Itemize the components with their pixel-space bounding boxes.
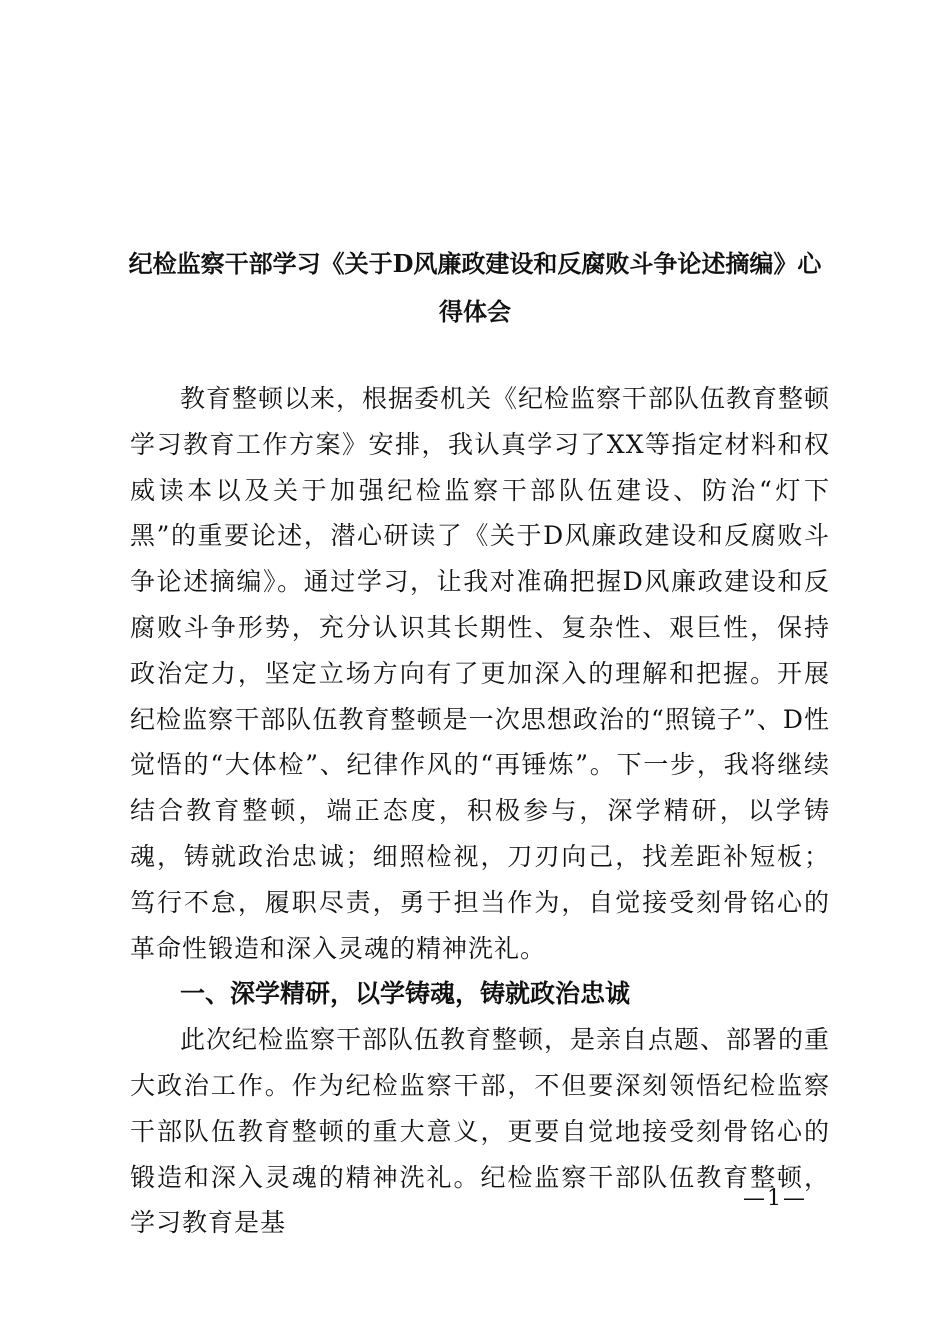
paragraph-intro: 教育整顿以来，根据委机关《纪检监察干部队伍教育整顿学习教育工作方案》安排，我认真学习了XX等指定材料和权威读本以及关于加强纪检监察干部队伍建设、防治“灯下黑”的重要论述，潜心研读了《关于D风廉政建设和反腐败斗争论述摘编》。通过学习，让我对准确把握D风廉政建设和反腐败斗争形势，充分认识其长期性、复杂性、艰巨性，保持政治定力，坚定立场方向有了更加深入的理解和把握。开展纪检监察干部队伍教育整顿是一次思想政治的“照镜子”、D性觉悟的“大体检”、纪律作风的“再锤炼”。下一步，我将继续结合教育整顿，端正态度，积极参与，深学精研，以学铸魂，铸就政治忠诚；细照检视，刀刃向己，找差距补短板；笃行不怠，履职尽责，勇于担当作为，自觉接受刻骨铭心的革命性锻造和深入灵魂的精神洗礼。 [130,384,831,963]
paragraph-section-1: 此次纪检监察干部队伍教育整顿，是亲自点题、部署的重大政治工作。作为纪检监察干部，不但要深刻领悟纪检监察干部队伍教育整顿的重大意义，更要自觉地接受刻骨铭心的锻造和深入灵魂的精神洗礼。纪检监察干部队伍教育整顿，学习教育是基 [130,1025,831,1238]
title-line-1: 纪检监察干部学习《关于D风廉政建设和反腐败斗争论述摘编》心 [128,249,822,278]
section-heading-1: 一、深学精研，以学铸魂，铸就政治忠诚 [180,979,631,1009]
page-number: —1— [743,1186,807,1211]
document-title [118,240,832,336]
title-line-2: 得体会 [439,297,511,326]
document-body [130,376,830,1246]
